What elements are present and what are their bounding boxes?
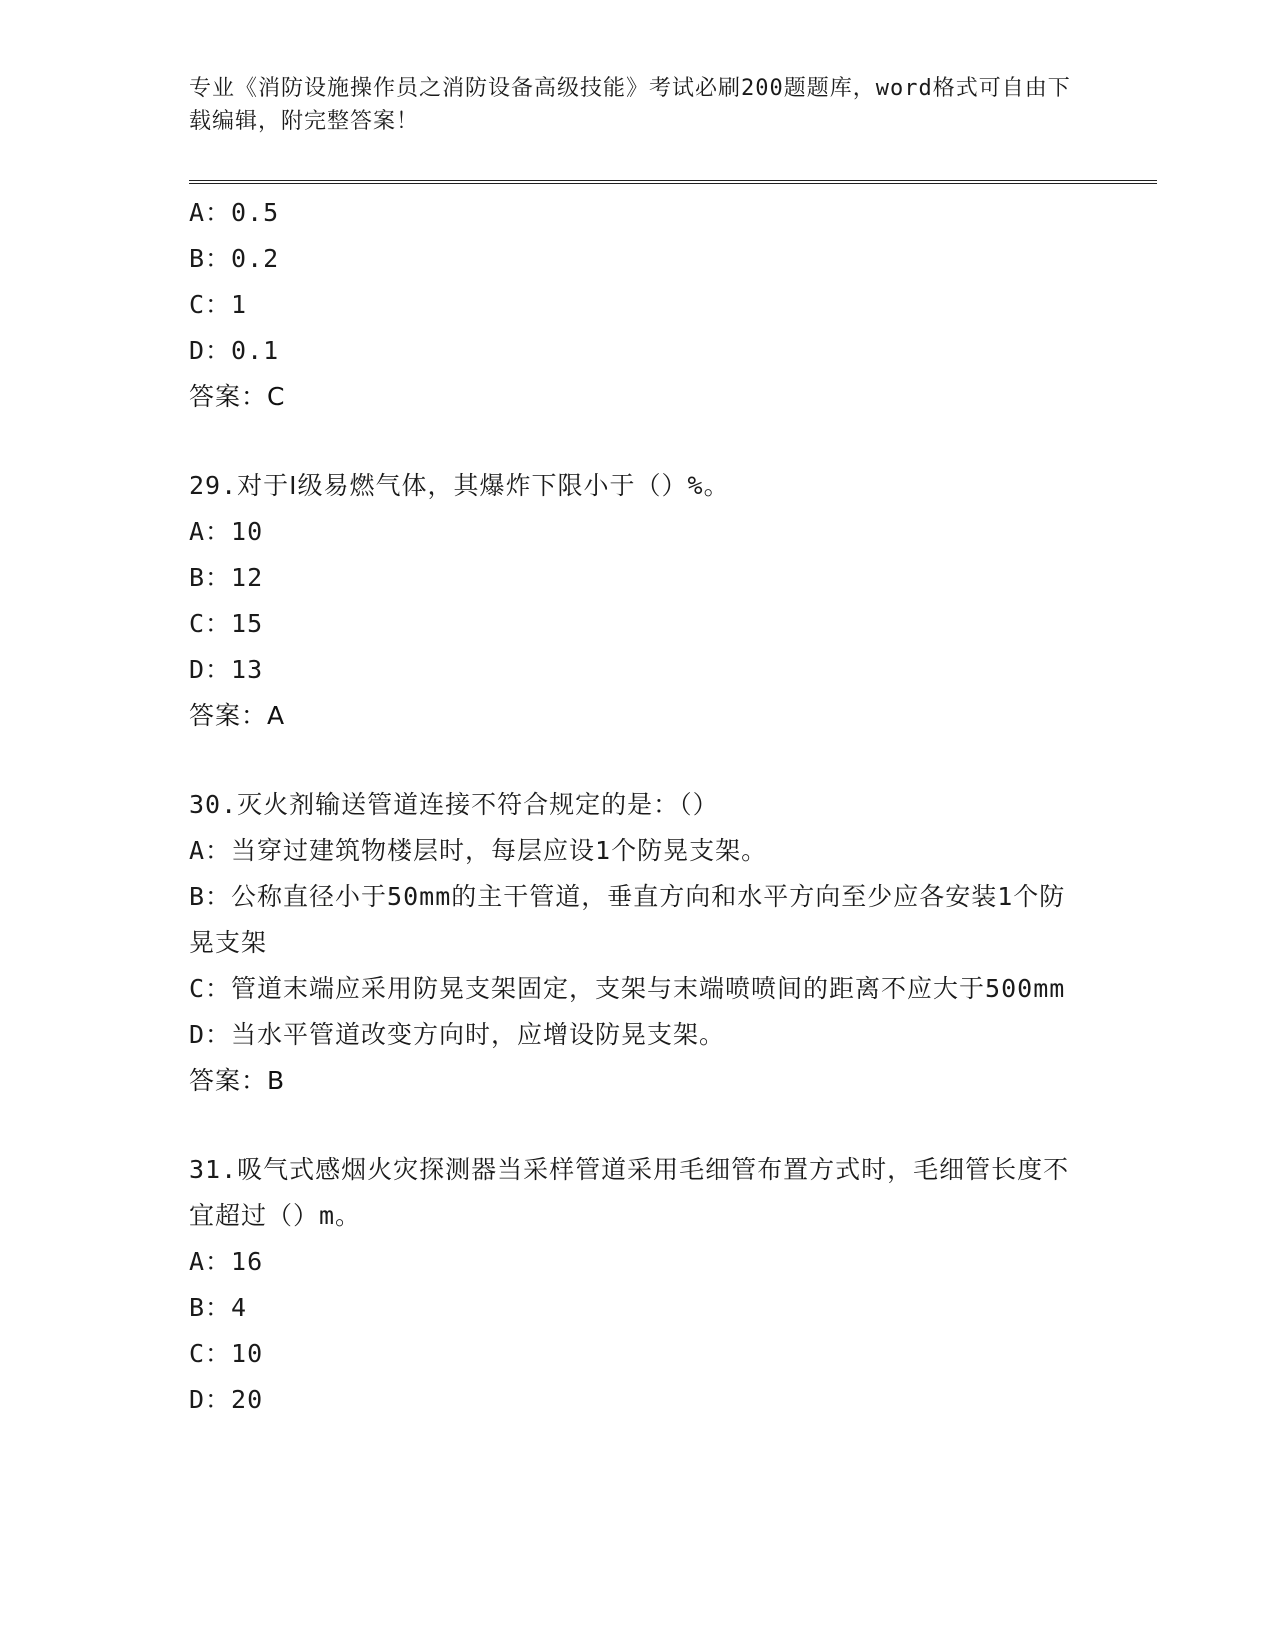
question-block-28 — [189, 190, 1089, 420]
question-block-31 — [189, 1147, 1089, 1423]
option-a: A：10 — [189, 517, 264, 546]
option-b: B：公称直径小于50mm的主干管道，垂直方向和水平方向至少应各安装1个防晃支架 — [189, 882, 1066, 957]
document-body — [189, 190, 1089, 1423]
option-d: D：0.1 — [189, 336, 280, 365]
option-a: A：当穿过建筑物楼层时，每层应设1个防晃支架。 — [189, 836, 768, 865]
option-d: D：20 — [189, 1385, 264, 1414]
question-stem: 29.对于Ⅰ级易燃气体，其爆炸下限小于（）%。 — [189, 471, 730, 500]
answer-line: 答案：C — [189, 382, 286, 411]
question-block-30 — [189, 782, 1089, 1104]
option-b: B：0.2 — [189, 244, 280, 273]
answer-line: 答案：B — [189, 1066, 286, 1095]
option-d: D：当水平管道改变方向时，应增设防晃支架。 — [189, 1020, 726, 1049]
option-b: B：12 — [189, 563, 264, 592]
option-c: C：10 — [189, 1339, 264, 1368]
header-divider — [189, 180, 1157, 184]
question-stem: 30.灭火剂输送管道连接不符合规定的是：（） — [189, 790, 719, 819]
option-b: B：4 — [189, 1293, 248, 1322]
option-d: D：13 — [189, 655, 264, 684]
answer-line: 答案：A — [189, 701, 286, 730]
question-stem: 31.吸气式感烟火灾探测器当采样管道采用毛细管布置方式时，毛细管长度不宜超过（）m。 — [189, 1155, 1070, 1230]
option-a: A：0.5 — [189, 198, 280, 227]
question-block-29 — [189, 463, 1089, 739]
option-c: C：1 — [189, 290, 248, 319]
option-a: A：16 — [189, 1247, 264, 1276]
option-c: C：15 — [189, 609, 264, 638]
option-c: C：管道末端应采用防晃支架固定，支架与末端喷喷间的距离不应大于500mm — [189, 974, 1066, 1003]
document-header: 专业《消防设施操作员之消防设备高级技能》考试必刷200题题库，word格式可自由下载编辑，附完整答案！ — [189, 76, 1071, 134]
